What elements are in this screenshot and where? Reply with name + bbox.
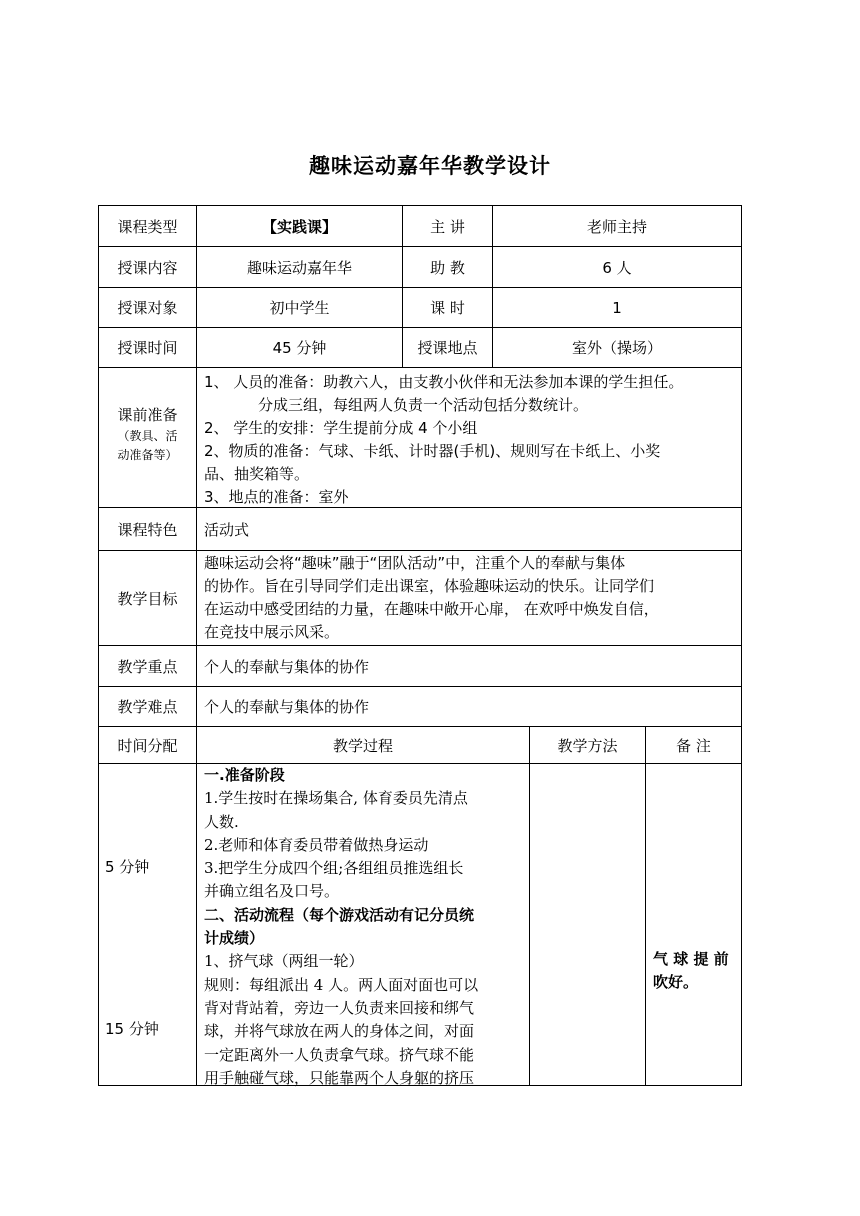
process-line: 规则：每组派出 4 人。两人面对面也可以 — [204, 975, 479, 994]
info-label: 课 时 — [430, 299, 465, 317]
info-label: 主 讲 — [430, 217, 465, 236]
prep-line: 品、抽奖箱等。 — [204, 465, 310, 483]
stage-title: 计成绩） — [204, 929, 265, 948]
page-title: 趣味运动嘉年华教学设计 — [309, 154, 551, 178]
key-point-label: 教学重点 — [117, 657, 178, 676]
info-value: 【实践课】 — [261, 217, 337, 236]
process-line: 一定距离外一人负责拿气球。挤气球不能 — [204, 1045, 475, 1064]
prep-sublabel: 动准备等） — [117, 448, 178, 462]
goal-label: 教学目标 — [117, 589, 178, 608]
goal-line: 趣味运动会将“趣味”融于“团队活动”中，注重个人的奉献与集体 — [204, 554, 626, 572]
stage-title: 二、活动流程（每个游戏活动有记分员统 — [204, 905, 475, 924]
goal-line: 在竞技中展示风采。 — [204, 623, 340, 641]
remark — [653, 948, 739, 994]
info-label: 课程类型 — [117, 217, 178, 236]
prep-line: 2、物质的准备：气球、卡纸、计时器(手机)、规则写在卡纸上、小奖 — [204, 442, 661, 460]
info-value: 室外（操场） — [571, 339, 662, 357]
info-label: 助 教 — [430, 258, 465, 277]
time-value: 15 分钟 — [105, 1020, 159, 1038]
header-process: 教学过程 — [332, 736, 393, 755]
info-value: 老师主持 — [586, 217, 647, 236]
process-line: 3.把学生分成四个组;各组组员推选组长 — [204, 859, 464, 878]
goal-content — [204, 552, 740, 644]
info-value: 1 — [612, 298, 622, 317]
prep-line: 1、 人员的准备：助教六人，由支教小伙伴和无法参加本课的学生担任。 — [204, 373, 684, 391]
process-line: 球，并将气球放在两人的身体之间，对面 — [204, 1022, 475, 1041]
goal-line: 的协作。旨在引导同学们走出课室，体验趣味运动的快乐。让同学们 — [204, 577, 655, 595]
difficulty-value: 个人的奉献与集体的协作 — [204, 698, 370, 716]
prep-line: 分成三组，每组两人负责一个活动包括分数统计。 — [258, 396, 589, 414]
prep-line: 3、地点的准备：室外 — [204, 488, 349, 506]
info-label: 授课对象 — [117, 299, 178, 317]
process-content — [204, 764, 528, 1090]
feature-label: 课程特色 — [117, 520, 178, 539]
prep-line: 2、 学生的安排：学生提前分成 4 个小组 — [204, 419, 478, 437]
process-line: 1、挤气球（两组一轮） — [204, 952, 364, 971]
prep-label-cell — [99, 404, 196, 465]
prep-label: 课前准备 — [117, 406, 178, 424]
info-value: 6 人 — [602, 258, 632, 277]
process-line: 用手触碰气球，只能靠两个人身躯的挤压 — [204, 1068, 475, 1087]
info-value: 45 分钟 — [272, 339, 327, 357]
info-label: 授课地点 — [417, 339, 478, 357]
prep-sublabel: （教具、活 — [117, 429, 178, 443]
time-value: 5 分钟 — [105, 858, 150, 876]
feature-value: 活动式 — [204, 520, 250, 539]
difficulty-label: 教学难点 — [117, 698, 178, 716]
info-value: 趣味运动嘉年华 — [246, 258, 352, 277]
process-line: 2.老师和体育委员带着做热身运动 — [204, 835, 429, 854]
info-value: 初中学生 — [269, 299, 330, 317]
info-label: 授课时间 — [117, 339, 178, 357]
process-line: 并确立组名及口号。 — [204, 882, 340, 901]
process-line: 背对背站着，旁边一人负责来回接和绑气 — [204, 998, 475, 1017]
process-line: 1.学生按时在操场集合, 体育委员先清点 — [204, 789, 468, 808]
remark-line: 吹好。 — [653, 973, 699, 991]
prep-content — [204, 371, 740, 509]
header-method: 教学方法 — [557, 736, 618, 755]
header-time: 时间分配 — [117, 736, 178, 755]
goal-line: 在运动中感受团结的力量，在趣味中敞开心扉， 在欢呼中焕发自信， — [204, 600, 659, 618]
remark-line: 气 球 提 前 — [653, 950, 729, 968]
stage-title: 一.准备阶段 — [204, 766, 285, 784]
header-remark: 备 注 — [676, 736, 711, 755]
info-label: 授课内容 — [117, 258, 178, 277]
process-line: 人数. — [204, 812, 239, 831]
key-point-value: 个人的奉献与集体的协作 — [204, 657, 370, 676]
